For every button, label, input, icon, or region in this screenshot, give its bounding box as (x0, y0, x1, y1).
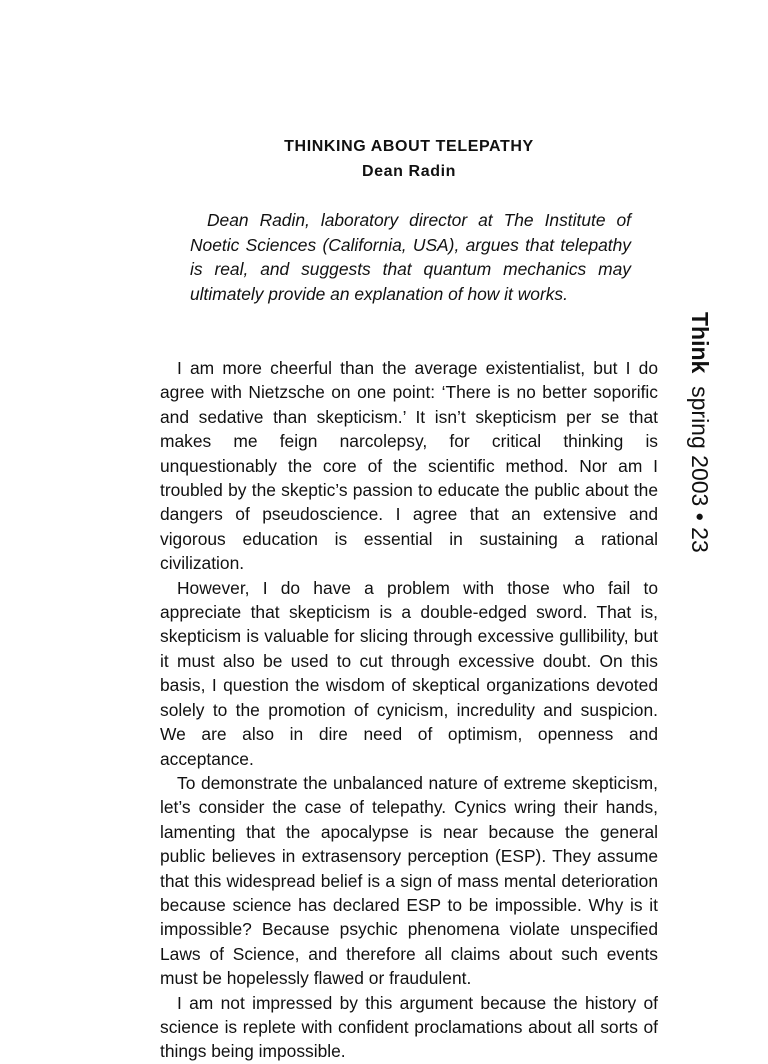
body-paragraph: However, I do have a problem with those who fail to appreciate that skepticism is a double-edged sword. That is, skepticism is valuable for slicing through excessive gullibility, but it must also be used to cut through excessive doubt. On this basis, I question the wisdom of skeptical organizations devoted solely to the promotion of cynicism, incredulity and suspicion. We are also in dire need of optimism, openness and acceptance. (160, 577, 658, 769)
running-head (686, 312, 713, 553)
article-body (160, 356, 658, 1064)
body-paragraph: I am not impressed by this argument because the history of science is replete with confident proclamations about all sorts of things being impossible. (160, 992, 658, 1062)
journal-name: Think (687, 312, 713, 374)
body-paragraph: To demonstrate the unbalanced nature of extreme skepticism, let’s consider the case of telepathy. Cynics wring their hands, lamenting that the apocalypse is near because the general public believes in extrasensory perception (ESP). They assume that this widespread belief is a sign of mass mental deterioration because science has declared ESP to be impossible. Why is it impossible? Because psychic phenomena violate unspecified Laws of Science, and therefore all claims about such events must be hopelessly flawed or fraudulent. (160, 772, 658, 989)
body-paragraph: I am more cheerful than the average existentialist, but I do agree with Nietzsche on one point: ‘There is no better soporific and sedative than skepticism.’ It isn’t skepticism per se that makes me feign narcolepsy, for critical thinking is unquestionably the core of the scientific method. Nor am I troubled by the skeptic’s passion to educate the public about the dangers of pseudoscience. I agree that an extensive and vigorous education is essential in sustaining a rational civilization. (160, 358, 658, 574)
article-title: THINKING ABOUT TELEPATHY (284, 138, 534, 155)
issue-and-page: spring 2003 • 23 (687, 386, 713, 553)
article-author: Dean Radin (361, 163, 456, 180)
article-abstract: Dean Radin, laboratory director at The Institute of Noetic Sciences (California, USA), argues that telepathy is real, and suggests that quantum mechanics may ultimately provide an explanation of how it works. (190, 210, 631, 305)
issue-page-number (687, 380, 713, 553)
